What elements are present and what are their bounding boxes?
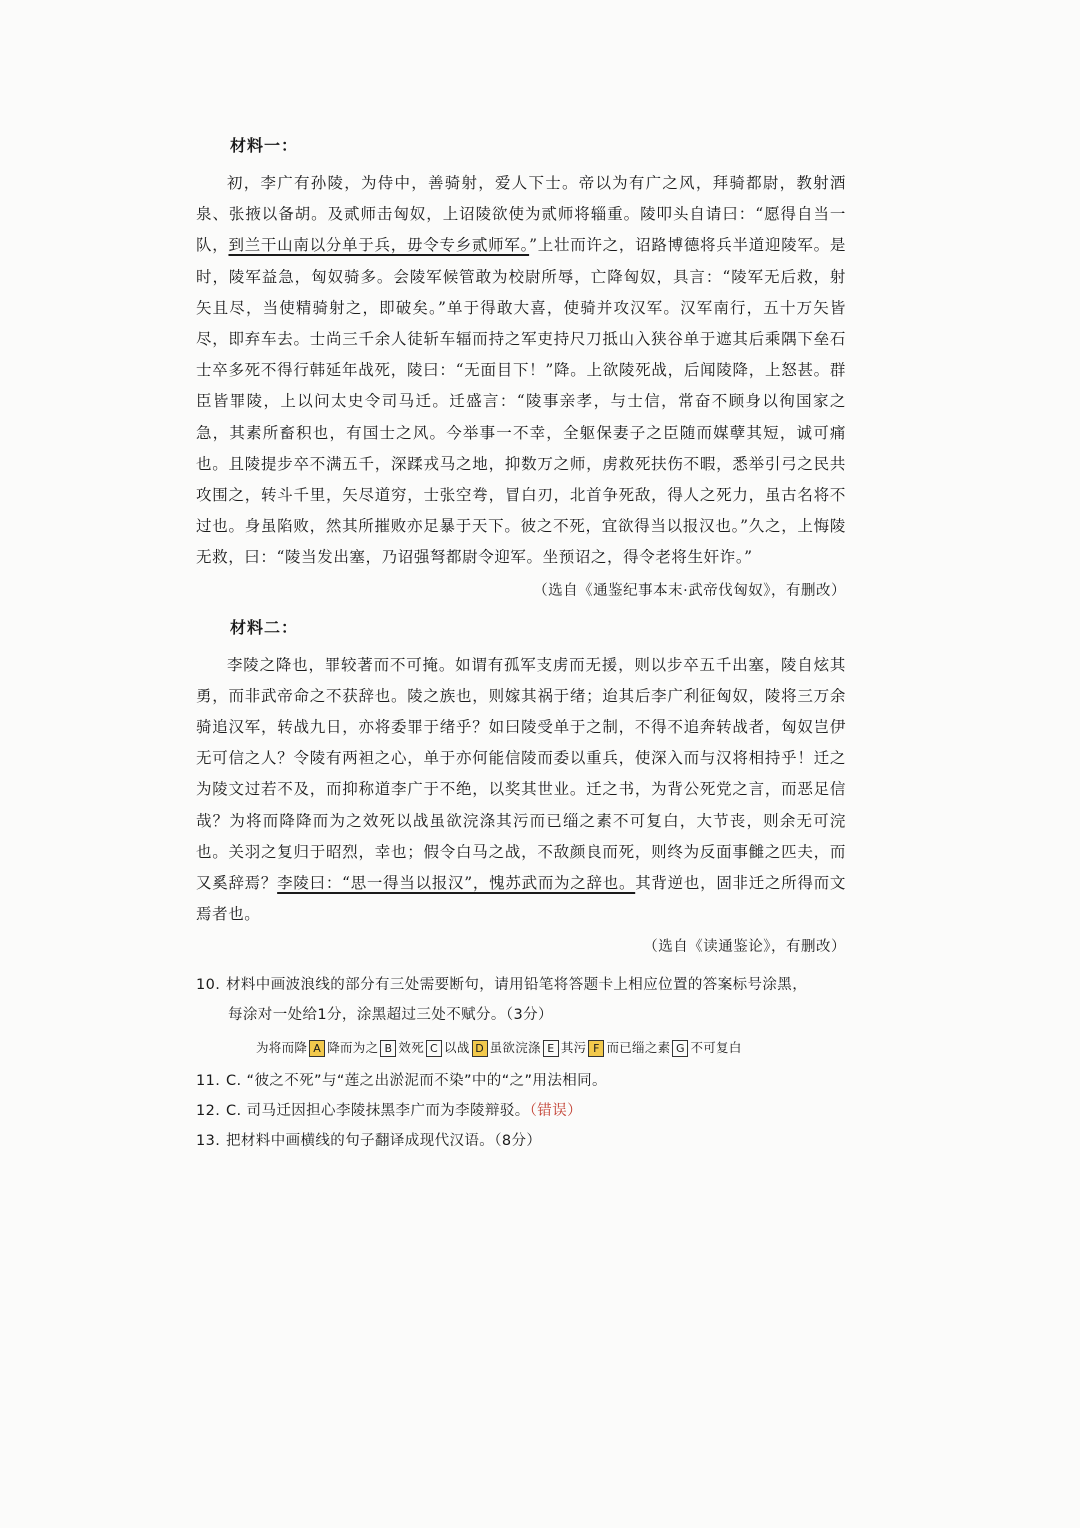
answer-box-b[interactable]: B [380, 1040, 396, 1057]
question-12-number: 12. [196, 1103, 221, 1120]
question-11-text: C. “彼之不死”与“莲之出淤泥而不染”中的“之”用法相同。 [226, 1073, 607, 1090]
material2-paragraph [196, 650, 846, 931]
exam-content [196, 132, 846, 1156]
answer-box-e[interactable]: E [543, 1040, 559, 1057]
seq-text: 降而为之 [327, 1040, 379, 1056]
question-10-continuation: 每涂对一处给1分，涂黑超过三处不赋分。（3分） [228, 1007, 553, 1024]
seq-text: 其污 [560, 1040, 587, 1056]
material2-text-a: 李陵之降也，罪较著而不可掩。如谓有孤军支虏而无援，则以步卒五千出塞，陵自炫其勇，而非武帝命之不获辞也。陵之族也，则嫁其祸于绪；迨其后李广利征匈奴，陵将三万余骑追汉军，转战九日，亦将委罪于绪乎？如曰陵受单于之制，不得不追奔转战者，匈奴岂伊无可信之人？令陵有两袒之心，单于亦何能信陵而委以重兵，使深入而与汉将相持乎！迁之为陵文过若不及，而抑称道李广于不绝，以奖其世业。迁之书，为背公死党之言，而恶足信哉？为将而降降而为之效死以战虽欲浣涤其污而已缁之素不可复白，大节丧，则余无可浣也。关羽之复归于昭烈，幸也；假令白马之战，不敌颜良而死，则终为反面事雠之匹夫，而又奚辞焉？ [196, 655, 846, 893]
seq-text: 而已缁之素 [606, 1040, 671, 1056]
seq-text: 效死 [398, 1040, 425, 1056]
question-12-wrong-mark: （错误） [529, 1103, 583, 1120]
material1-underlined-sentence: 到兰干山南以分单于兵，毋令专乡贰师军。 [228, 236, 530, 255]
answer-box-a[interactable]: A [309, 1040, 325, 1057]
material2-heading: 材料二： [230, 617, 299, 637]
question-10 [196, 970, 846, 1030]
material1-paragraph [196, 168, 846, 574]
question-13-number: 13. [196, 1133, 221, 1150]
seq-text: 以战 [444, 1040, 470, 1056]
material2-source: （选自《读通鉴论》，有删改） [643, 939, 846, 956]
question-11-number: 11. [196, 1073, 221, 1090]
answer-box-d[interactable]: D [472, 1040, 488, 1057]
material1-heading: 材料一： [230, 136, 299, 155]
question-12 [196, 1096, 846, 1126]
question-11 [196, 1066, 846, 1096]
question-10-text: 材料中画波浪线的部分有三处需要断句，请用铅笔将答题卡上相应位置的答案标号涂黑， [226, 977, 808, 994]
material1-text-b: ”上壮而许之，诏路博德将兵半道迎陵军。是时，陵军益急，匈奴骑多。会陵军候管敢为校尉所辱，亡降匈奴，具言：“陵军无后救，射矢且尽，当使精骑射之，即破矣。”单于得敢大喜，使骑并攻汉军。汉军南行，五十万矢皆尽，即弃车去。士尚三千余人徒斩车辐而持之军吏持尺刀抵山入狭谷单于遮其后乘隅下垒石士卒多死不得行韩延年战死，陵曰：“无面目下！”降。上欲陵死战，后闻陵降，上怒甚。群臣皆罪陵，上以问太史令司马迁。迁盛言：“陵事亲孝，与士信，常奋不顾身以徇国家之急，其素所畜积也，有国士之风。今举事一不幸，全躯保妻子之臣随而媒孽其短，诚可痛也。且陵提步卒不满五千，深蹂戎马之地，抑数万之师，虏救死扶伤不暇，悉举引弓之民共攻围之，转斗千里，矢尽道穷，士张空弮，冒白刃，北首争死敌，得人之死力，虽古名将不过也。身虽陷败，然其所摧败亦足暴于天下。彼之不死，宜欲得当以报汉也。”久之，上悔陵无救，曰：“陵当发出塞，乃诏强弩都尉令迎军。坐预诏之，得令老将生奸诈。” [196, 236, 846, 567]
material2-text-b: 其背逆也，固非迁之所得而文焉者也。 [196, 874, 846, 924]
question-13 [196, 1126, 846, 1156]
answer-box-c[interactable]: C [426, 1040, 442, 1057]
seq-text: 为将而降 [256, 1040, 308, 1056]
seq-text: 虽欲浣涤 [489, 1040, 541, 1056]
answer-box-f[interactable]: F [588, 1040, 604, 1057]
answer-box-g[interactable]: G [672, 1040, 688, 1057]
material1-text-a: 初，李广有孙陵，为侍中，善骑射，爱人下士。帝以为有广之风，拜骑都尉，教射酒泉、张掖以备胡。及贰师击匈奴，上诏陵欲使为贰师将辎重。陵叩头自请曰：“愿得自当一队， [196, 174, 846, 255]
question-10-number: 10. [196, 977, 221, 994]
question-13-text: 把材料中画横线的句子翻译成现代汉语。（8分） [226, 1133, 542, 1150]
seq-text: 不可复白 [690, 1040, 742, 1056]
question-12-text: C. 司马迁因担心李陵抹黑李广而为李陵辩驳。 [226, 1103, 530, 1120]
material2-underlined-sentence: 李陵曰：“思一得当以报汉”，愧苏武而为之辞也。 [277, 874, 636, 893]
material1-source: （选自《通鉴纪事本末·武帝伐匈奴》，有删改） [533, 582, 846, 599]
sentence-break-sequence [256, 1036, 846, 1060]
